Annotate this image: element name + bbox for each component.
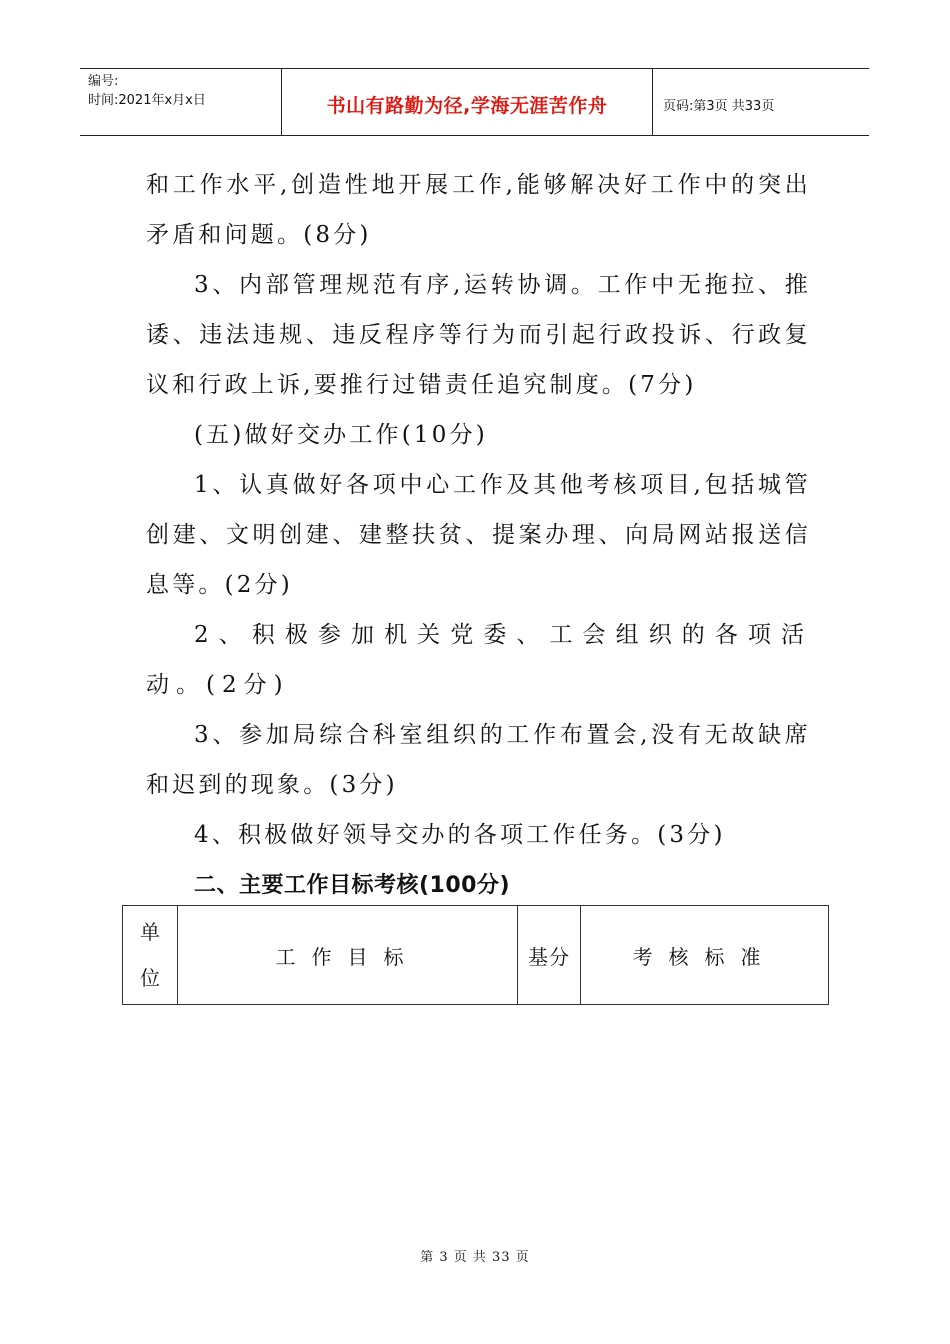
column-unit bbox=[123, 906, 178, 1004]
paragraph-item-1-central-work: 1、认真做好各项中心工作及其他考核项目,包括城管创建、文明创建、建整扶贫、提案办理、向局网站报送信息等。(2分) bbox=[146, 472, 811, 598]
column-unit-line1: 单 bbox=[140, 920, 160, 944]
header-meta bbox=[80, 69, 282, 135]
header-page-info: 页码:第3页 共33页 bbox=[663, 98, 775, 114]
column-standard: 考核标准 bbox=[632, 944, 777, 969]
column-unit-line2: 位 bbox=[140, 966, 160, 990]
page-footer: 第 3 页 共 33 页 bbox=[420, 1250, 530, 1265]
paragraph-item-4-tasks: 4、积极做好领导交办的各项工作任务。(3分) bbox=[194, 822, 726, 848]
paragraph-item-3-meetings: 3、参加局综合科室组织的工作布置会,没有无故缺席和迟到的现象。(3分) bbox=[146, 722, 811, 798]
paragraph-item-3-management: 3、内部管理规范有序,运转协调。工作中无拖拉、推诿、违法违规、违反程序等行为而引起行政投诉、行政复议和行政上诉,要推行过错责任追究制度。(7分) bbox=[146, 272, 811, 398]
header-motto: 书山有路勤为径,学海无涯苦作舟 bbox=[282, 69, 653, 135]
column-goal: 工作目标 bbox=[178, 906, 518, 1004]
column-base-score: 基分 bbox=[518, 906, 581, 1004]
paragraph-item-2-activities: 2、积极参加机关党委、工会组织的各项活动。(2分) bbox=[146, 622, 811, 698]
paragraph-subheading-5: (五)做好交办工作(10分) bbox=[194, 422, 488, 448]
document-date: 时间:2021年x月x日 bbox=[88, 93, 206, 108]
body-text bbox=[146, 160, 811, 912]
page-header bbox=[80, 68, 869, 136]
assessment-table-header bbox=[122, 905, 829, 1005]
document-number-label: 编号: bbox=[88, 74, 119, 89]
paragraph-continuation: 和工作水平,创造性地开展工作,能够解决好工作中的突出矛盾和问题。(8分) bbox=[146, 172, 811, 248]
section-heading: 二、主要工作目标考核(100分) bbox=[194, 873, 511, 898]
